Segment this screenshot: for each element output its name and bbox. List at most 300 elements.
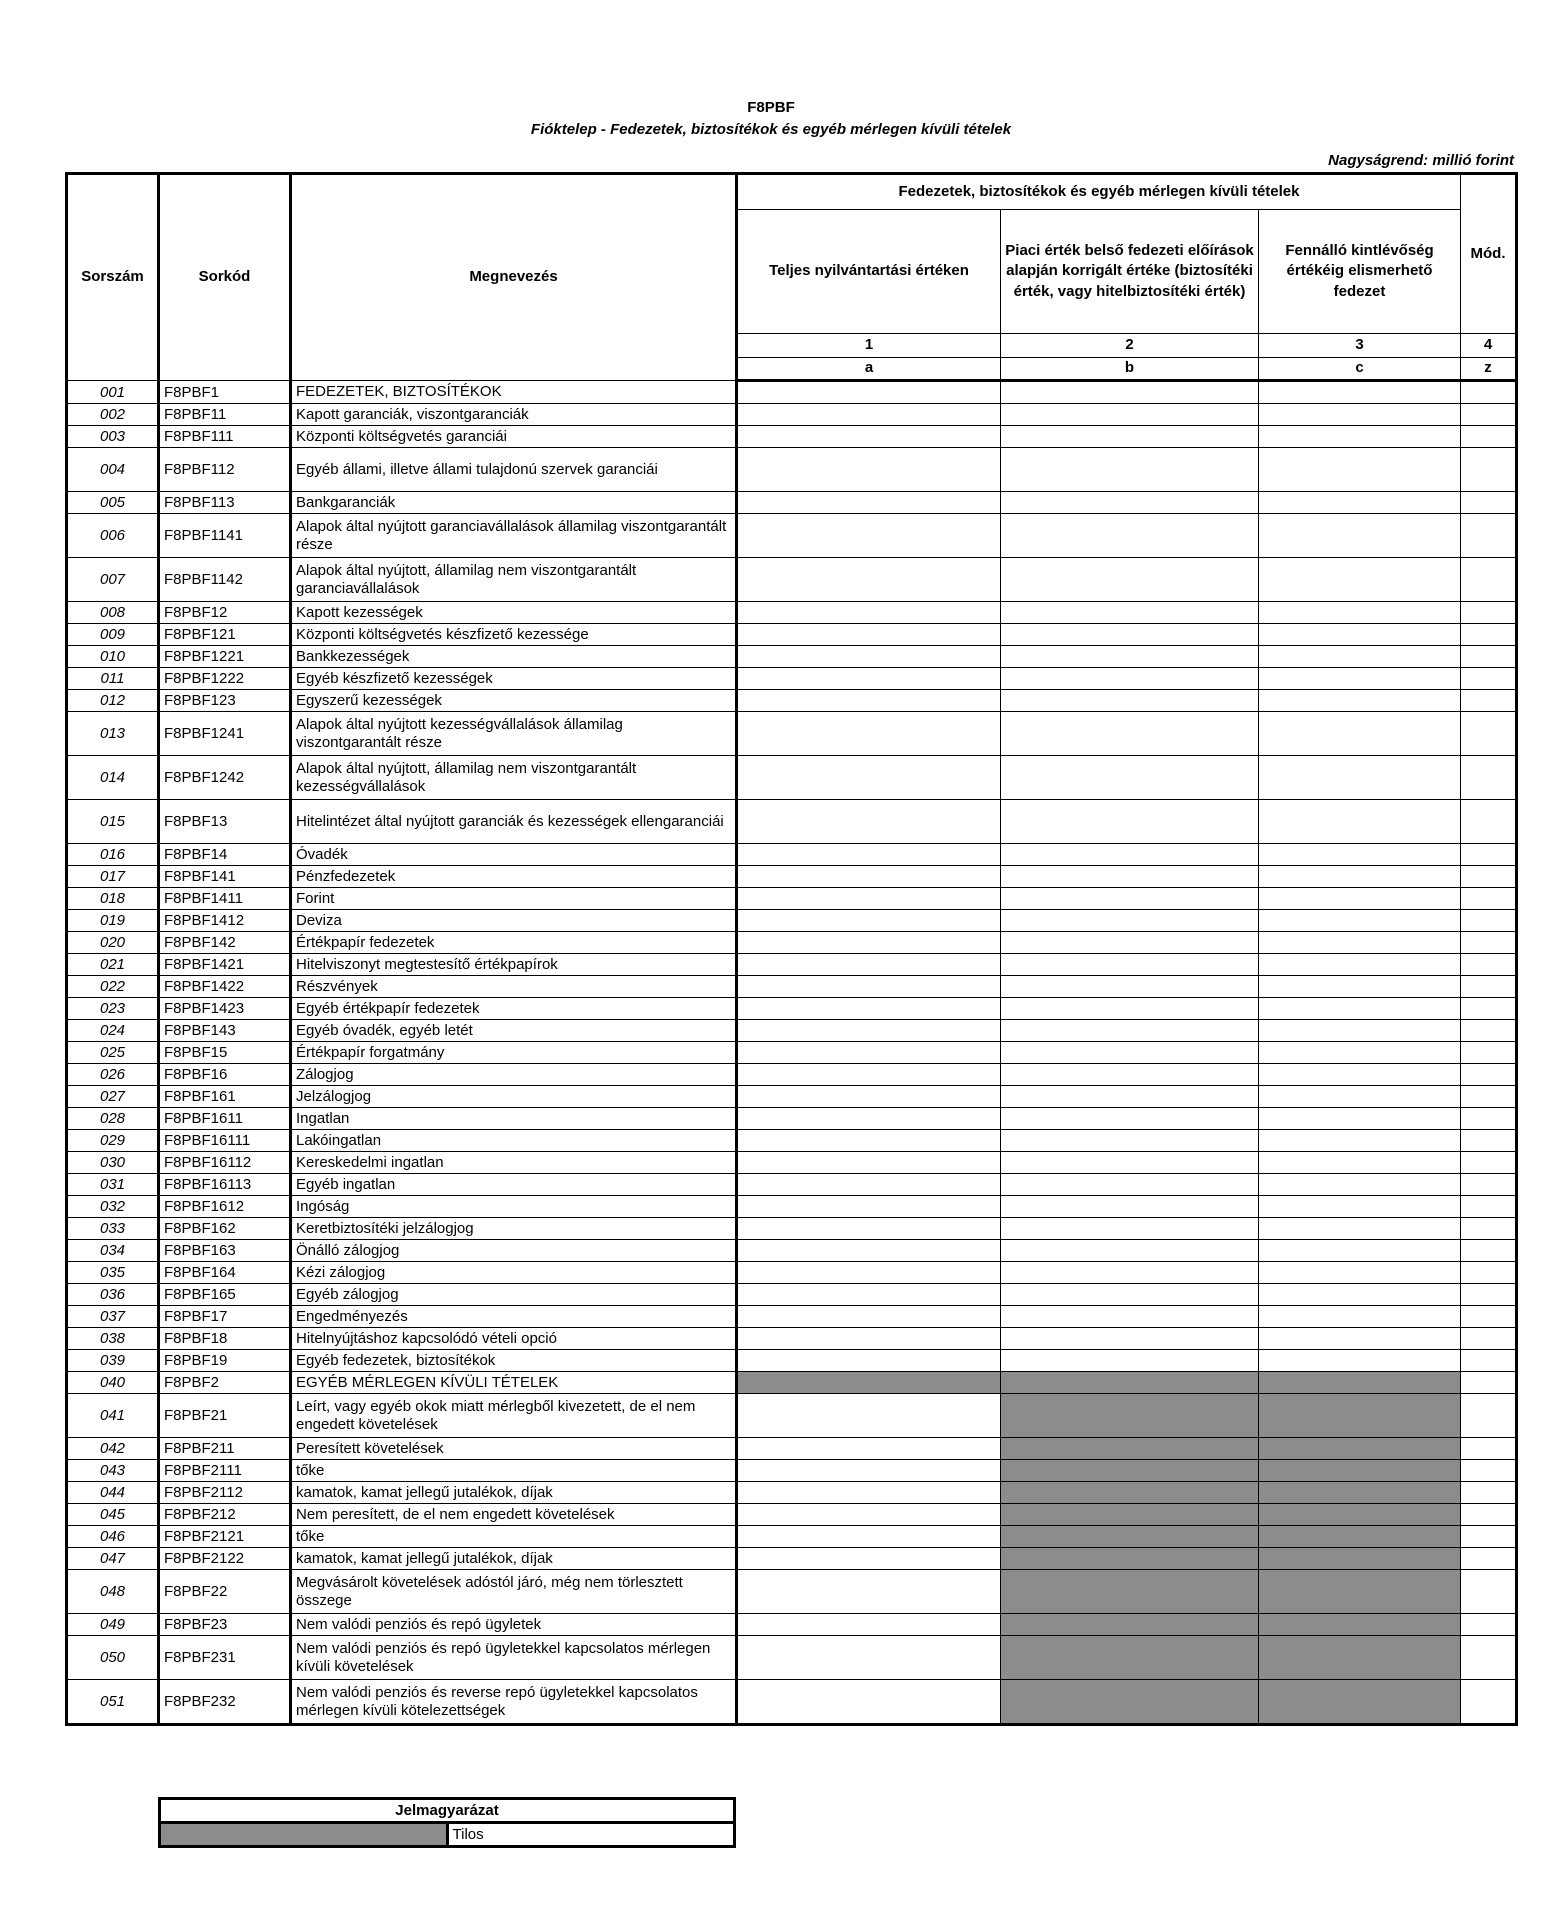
value-cell-mod[interactable] [1461, 866, 1517, 888]
value-cell-b[interactable] [1001, 381, 1259, 404]
value-cell-c[interactable] [1259, 426, 1461, 448]
row-number: 047 [67, 1548, 159, 1570]
value-cell-mod[interactable] [1461, 1240, 1517, 1262]
value-cell-mod[interactable] [1461, 1570, 1517, 1614]
value-cell-b [1001, 1394, 1259, 1438]
value-cell-a[interactable] [737, 1108, 1001, 1130]
table-row [67, 954, 1517, 976]
value-cell-b[interactable] [1001, 1108, 1259, 1130]
value-cell-c[interactable] [1259, 756, 1461, 800]
value-cell-c[interactable] [1259, 954, 1461, 976]
col-num-4: 4 [1461, 334, 1517, 358]
value-cell-mod[interactable] [1461, 910, 1517, 932]
row-name: Részvények [291, 976, 737, 998]
value-cell-a[interactable] [737, 624, 1001, 646]
value-cell-b[interactable] [1001, 1086, 1259, 1108]
value-cell-c [1259, 1372, 1461, 1394]
value-cell-c[interactable] [1259, 1218, 1461, 1240]
value-cell-a[interactable] [737, 1328, 1001, 1350]
value-cell-b[interactable] [1001, 976, 1259, 998]
row-name: Egyéb zálogjog [291, 1284, 737, 1306]
legend-title: Jelmagyarázat [160, 1799, 735, 1823]
value-cell-b [1001, 1680, 1259, 1725]
table-row [67, 756, 1517, 800]
row-code: F8PBF231 [159, 1636, 291, 1680]
row-code: F8PBF1222 [159, 668, 291, 690]
value-cell-mod[interactable] [1461, 1020, 1517, 1042]
row-name: tőke [291, 1460, 737, 1482]
value-cell-a[interactable] [737, 1152, 1001, 1174]
row-code: F8PBF1421 [159, 954, 291, 976]
row-code: F8PBF16113 [159, 1174, 291, 1196]
value-cell-a[interactable] [737, 668, 1001, 690]
row-name: Engedményezés [291, 1306, 737, 1328]
legend-gray-label: Tilos [447, 1823, 735, 1847]
value-cell-a[interactable] [737, 1570, 1001, 1614]
row-name: Egyéb állami, illetve állami tulajdonú szervek garanciái [291, 448, 737, 492]
col-header-sorkod: Sorkód [159, 174, 291, 381]
value-cell-c[interactable] [1259, 492, 1461, 514]
value-cell-a[interactable] [737, 1482, 1001, 1504]
value-cell-c[interactable] [1259, 514, 1461, 558]
col-header-3: Fennálló kintlévőség értékéig elismerhető fedezet [1259, 210, 1461, 334]
row-name: Alapok által nyújtott, államilag nem viszontgarantált garanciavállalások [291, 558, 737, 602]
value-cell-a[interactable] [737, 1020, 1001, 1042]
value-cell-a[interactable] [737, 1196, 1001, 1218]
value-cell-c [1259, 1614, 1461, 1636]
value-cell-mod[interactable] [1461, 1130, 1517, 1152]
value-cell-mod[interactable] [1461, 404, 1517, 426]
row-number: 040 [67, 1372, 159, 1394]
value-cell-a[interactable] [737, 646, 1001, 668]
value-cell-a[interactable] [737, 690, 1001, 712]
value-cell-mod[interactable] [1461, 1284, 1517, 1306]
row-number: 002 [67, 404, 159, 426]
table-row [67, 1438, 1517, 1460]
value-cell-c[interactable] [1259, 1328, 1461, 1350]
value-cell-mod[interactable] [1461, 954, 1517, 976]
row-number: 033 [67, 1218, 159, 1240]
value-cell-b [1001, 1614, 1259, 1636]
value-cell-c[interactable] [1259, 1284, 1461, 1306]
table-row [67, 426, 1517, 448]
value-cell-a[interactable] [737, 1614, 1001, 1636]
col-header-megnevezes: Megnevezés [291, 174, 737, 381]
row-name: Nem peresített, de el nem engedett követelések [291, 1504, 737, 1526]
value-cell-mod[interactable] [1461, 800, 1517, 844]
row-code: F8PBF11 [159, 404, 291, 426]
value-cell-b[interactable] [1001, 844, 1259, 866]
col-header-1: Teljes nyilvántartási értéken [737, 210, 1001, 334]
value-cell-mod[interactable] [1461, 558, 1517, 602]
row-number: 015 [67, 800, 159, 844]
table-row [67, 690, 1517, 712]
row-name: Hitelintézet által nyújtott garanciák és kezességek ellengaranciái [291, 800, 737, 844]
value-cell-b[interactable] [1001, 954, 1259, 976]
row-name: Kapott kezességek [291, 602, 737, 624]
value-cell-a[interactable] [737, 954, 1001, 976]
table-row [67, 1636, 1517, 1680]
value-cell-c[interactable] [1259, 998, 1461, 1020]
row-number: 042 [67, 1438, 159, 1460]
value-cell-c[interactable] [1259, 932, 1461, 954]
value-cell-mod[interactable] [1461, 1152, 1517, 1174]
value-cell-a[interactable] [737, 712, 1001, 756]
value-cell-b[interactable] [1001, 1218, 1259, 1240]
value-cell-b[interactable] [1001, 1306, 1259, 1328]
value-cell-b[interactable] [1001, 1350, 1259, 1372]
value-cell-b[interactable] [1001, 998, 1259, 1020]
table-row [67, 448, 1517, 492]
row-number: 012 [67, 690, 159, 712]
value-cell-a[interactable] [737, 1174, 1001, 1196]
value-cell-c[interactable] [1259, 1240, 1461, 1262]
value-cell-c [1259, 1504, 1461, 1526]
value-cell-a[interactable] [737, 1130, 1001, 1152]
row-number: 027 [67, 1086, 159, 1108]
row-number: 044 [67, 1482, 159, 1504]
table-row [67, 624, 1517, 646]
table-row [67, 712, 1517, 756]
value-cell-c[interactable] [1259, 624, 1461, 646]
value-cell-a[interactable] [737, 756, 1001, 800]
value-cell-a[interactable] [737, 1086, 1001, 1108]
value-cell-b[interactable] [1001, 558, 1259, 602]
value-cell-b[interactable] [1001, 668, 1259, 690]
value-cell-c[interactable] [1259, 602, 1461, 624]
col-num-2: 2 [1001, 334, 1259, 358]
row-code: F8PBF2111 [159, 1460, 291, 1482]
value-cell-a[interactable] [737, 1042, 1001, 1064]
value-cell-a[interactable] [737, 1680, 1001, 1725]
row-number: 021 [67, 954, 159, 976]
value-cell-b[interactable] [1001, 514, 1259, 558]
value-cell-b[interactable] [1001, 1064, 1259, 1086]
value-cell-b[interactable] [1001, 1328, 1259, 1350]
legend-gray-swatch [160, 1823, 448, 1847]
row-code: F8PBF2112 [159, 1482, 291, 1504]
value-cell-mod[interactable] [1461, 1394, 1517, 1438]
value-cell-b[interactable] [1001, 910, 1259, 932]
value-cell-a[interactable] [737, 448, 1001, 492]
table-row [67, 1680, 1517, 1725]
value-cell-a[interactable] [737, 800, 1001, 844]
table-row [67, 910, 1517, 932]
row-number: 016 [67, 844, 159, 866]
table-row [67, 404, 1517, 426]
value-cell-a[interactable] [737, 1306, 1001, 1328]
value-cell-c[interactable] [1259, 404, 1461, 426]
value-cell-c[interactable] [1259, 1306, 1461, 1328]
value-cell-mod[interactable] [1461, 844, 1517, 866]
row-name: Zálogjog [291, 1064, 737, 1086]
value-cell-mod[interactable] [1461, 602, 1517, 624]
value-cell-mod[interactable] [1461, 492, 1517, 514]
value-cell-c [1259, 1438, 1461, 1460]
row-name: Kézi zálogjog [291, 1262, 737, 1284]
value-cell-c[interactable] [1259, 1086, 1461, 1108]
value-cell-b[interactable] [1001, 646, 1259, 668]
value-cell-mod[interactable] [1461, 1636, 1517, 1680]
row-name: Lakóingatlan [291, 1130, 737, 1152]
row-number: 046 [67, 1526, 159, 1548]
table-row [67, 888, 1517, 910]
value-cell-mod[interactable] [1461, 1328, 1517, 1350]
value-cell-mod[interactable] [1461, 448, 1517, 492]
value-cell-c[interactable] [1259, 976, 1461, 998]
value-cell-b[interactable] [1001, 1152, 1259, 1174]
row-code: F8PBF13 [159, 800, 291, 844]
value-cell-a[interactable] [737, 1262, 1001, 1284]
legend-table [158, 1797, 736, 1848]
table-row [67, 1394, 1517, 1438]
value-cell-mod[interactable] [1461, 1504, 1517, 1526]
value-cell-c[interactable] [1259, 1196, 1461, 1218]
row-name: Egyéb értékpapír fedezetek [291, 998, 737, 1020]
row-code: F8PBF18 [159, 1328, 291, 1350]
row-code: F8PBF232 [159, 1680, 291, 1725]
table-row [67, 1218, 1517, 1240]
value-cell-mod[interactable] [1461, 1064, 1517, 1086]
value-cell-c[interactable] [1259, 844, 1461, 866]
value-cell-a[interactable] [737, 381, 1001, 404]
value-cell-mod[interactable] [1461, 1680, 1517, 1725]
row-code: F8PBF121 [159, 624, 291, 646]
value-cell-mod[interactable] [1461, 1108, 1517, 1130]
value-cell-a[interactable] [737, 932, 1001, 954]
table-row [67, 1482, 1517, 1504]
value-cell-mod[interactable] [1461, 1460, 1517, 1482]
value-cell-mod[interactable] [1461, 1614, 1517, 1636]
value-cell-a[interactable] [737, 1218, 1001, 1240]
col-num-3: 3 [1259, 334, 1461, 358]
row-number: 039 [67, 1350, 159, 1372]
value-cell-c[interactable] [1259, 712, 1461, 756]
value-cell-c[interactable] [1259, 690, 1461, 712]
row-number: 051 [67, 1680, 159, 1725]
value-cell-mod[interactable] [1461, 426, 1517, 448]
value-cell-c[interactable] [1259, 1130, 1461, 1152]
value-cell-c [1259, 1394, 1461, 1438]
value-cell-mod[interactable] [1461, 932, 1517, 954]
value-cell-a[interactable] [737, 492, 1001, 514]
row-name: Ingóság [291, 1196, 737, 1218]
value-cell-a[interactable] [737, 976, 1001, 998]
value-cell-c[interactable] [1259, 866, 1461, 888]
value-cell-mod[interactable] [1461, 690, 1517, 712]
value-cell-a[interactable] [737, 1438, 1001, 1460]
value-cell-a [737, 1372, 1001, 1394]
value-cell-mod[interactable] [1461, 756, 1517, 800]
value-cell-a[interactable] [737, 514, 1001, 558]
value-cell-mod[interactable] [1461, 1526, 1517, 1548]
table-row [67, 1570, 1517, 1614]
value-cell-a[interactable] [737, 1460, 1001, 1482]
value-cell-c[interactable] [1259, 1042, 1461, 1064]
value-cell-mod[interactable] [1461, 1482, 1517, 1504]
row-code: F8PBF19 [159, 1350, 291, 1372]
value-cell-a[interactable] [737, 1284, 1001, 1306]
value-cell-b[interactable] [1001, 888, 1259, 910]
row-number: 017 [67, 866, 159, 888]
value-cell-a[interactable] [737, 1394, 1001, 1438]
value-cell-c [1259, 1482, 1461, 1504]
value-cell-mod[interactable] [1461, 1548, 1517, 1570]
value-cell-mod[interactable] [1461, 888, 1517, 910]
row-number: 045 [67, 1504, 159, 1526]
value-cell-c[interactable] [1259, 448, 1461, 492]
value-cell-mod[interactable] [1461, 998, 1517, 1020]
value-cell-a[interactable] [737, 910, 1001, 932]
value-cell-b[interactable] [1001, 1196, 1259, 1218]
table-row [67, 381, 1517, 404]
row-name: Hitelviszonyt megtestesítő értékpapírok [291, 954, 737, 976]
value-cell-b[interactable] [1001, 1020, 1259, 1042]
value-cell-c[interactable] [1259, 1262, 1461, 1284]
row-name: Megvásárolt követelések adóstól járó, még nem törlesztett összege [291, 1570, 737, 1614]
row-code: F8PBF22 [159, 1570, 291, 1614]
value-cell-mod[interactable] [1461, 712, 1517, 756]
value-cell-a[interactable] [737, 1240, 1001, 1262]
value-cell-a[interactable] [737, 602, 1001, 624]
row-name: Nem valódi penziós és repó ügyletek [291, 1614, 737, 1636]
value-cell-mod[interactable] [1461, 1196, 1517, 1218]
row-code: F8PBF163 [159, 1240, 291, 1262]
value-cell-b[interactable] [1001, 712, 1259, 756]
row-name: kamatok, kamat jellegű jutalékok, díjak [291, 1548, 737, 1570]
row-code: F8PBF162 [159, 1218, 291, 1240]
value-cell-mod[interactable] [1461, 1372, 1517, 1394]
value-cell-b[interactable] [1001, 800, 1259, 844]
row-code: F8PBF1612 [159, 1196, 291, 1218]
value-cell-c[interactable] [1259, 800, 1461, 844]
table-row [67, 1350, 1517, 1372]
value-cell-a[interactable] [737, 558, 1001, 602]
row-name: Alapok által nyújtott garanciavállalások államilag viszontgarantált része [291, 514, 737, 558]
value-cell-mod[interactable] [1461, 1438, 1517, 1460]
value-cell-c[interactable] [1259, 910, 1461, 932]
value-cell-b[interactable] [1001, 690, 1259, 712]
row-code: F8PBF1423 [159, 998, 291, 1020]
row-name: Értékpapír fedezetek [291, 932, 737, 954]
value-cell-mod[interactable] [1461, 646, 1517, 668]
value-cell-b[interactable] [1001, 1174, 1259, 1196]
row-name: Forint [291, 888, 737, 910]
value-cell-c[interactable] [1259, 1108, 1461, 1130]
value-cell-c[interactable] [1259, 1174, 1461, 1196]
row-number: 020 [67, 932, 159, 954]
value-cell-b[interactable] [1001, 1240, 1259, 1262]
unit-label: Nagyságrend: millió forint [1328, 152, 1514, 169]
col-letter-a: a [737, 358, 1001, 381]
row-number: 013 [67, 712, 159, 756]
value-cell-mod[interactable] [1461, 624, 1517, 646]
row-code: F8PBF1241 [159, 712, 291, 756]
value-cell-c[interactable] [1259, 381, 1461, 404]
value-cell-a[interactable] [737, 888, 1001, 910]
value-cell-a[interactable] [737, 404, 1001, 426]
value-cell-mod[interactable] [1461, 1350, 1517, 1372]
value-cell-mod[interactable] [1461, 668, 1517, 690]
row-number: 019 [67, 910, 159, 932]
row-code: F8PBF23 [159, 1614, 291, 1636]
row-number: 010 [67, 646, 159, 668]
value-cell-b[interactable] [1001, 426, 1259, 448]
value-cell-mod[interactable] [1461, 514, 1517, 558]
table-row [67, 1020, 1517, 1042]
value-cell-a[interactable] [737, 844, 1001, 866]
value-cell-b[interactable] [1001, 1262, 1259, 1284]
value-cell-a[interactable] [737, 1350, 1001, 1372]
value-cell-c[interactable] [1259, 1064, 1461, 1086]
value-cell-mod[interactable] [1461, 1262, 1517, 1284]
value-cell-a[interactable] [737, 1526, 1001, 1548]
row-code: F8PBF16112 [159, 1152, 291, 1174]
value-cell-c[interactable] [1259, 646, 1461, 668]
value-cell-b[interactable] [1001, 448, 1259, 492]
value-cell-b[interactable] [1001, 1042, 1259, 1064]
value-cell-mod[interactable] [1461, 1218, 1517, 1240]
row-code: F8PBF1142 [159, 558, 291, 602]
value-cell-b[interactable] [1001, 756, 1259, 800]
value-cell-mod[interactable] [1461, 1086, 1517, 1108]
row-name: Bankgaranciák [291, 492, 737, 514]
value-cell-b[interactable] [1001, 1284, 1259, 1306]
value-cell-b[interactable] [1001, 1130, 1259, 1152]
row-number: 032 [67, 1196, 159, 1218]
value-cell-mod[interactable] [1461, 976, 1517, 998]
value-cell-a[interactable] [737, 1064, 1001, 1086]
row-name: Egyéb fedezetek, biztosítékok [291, 1350, 737, 1372]
value-cell-a[interactable] [737, 1548, 1001, 1570]
col-letter-z: z [1461, 358, 1517, 381]
value-cell-b[interactable] [1001, 932, 1259, 954]
row-number: 043 [67, 1460, 159, 1482]
value-cell-c[interactable] [1259, 668, 1461, 690]
value-cell-c[interactable] [1259, 888, 1461, 910]
value-cell-c[interactable] [1259, 558, 1461, 602]
row-number: 038 [67, 1328, 159, 1350]
value-cell-a[interactable] [737, 1504, 1001, 1526]
row-code: F8PBF164 [159, 1262, 291, 1284]
row-name: Pénzfedezetek [291, 866, 737, 888]
value-cell-mod[interactable] [1461, 1174, 1517, 1196]
value-cell-b[interactable] [1001, 866, 1259, 888]
row-number: 008 [67, 602, 159, 624]
value-cell-c[interactable] [1259, 1350, 1461, 1372]
value-cell-mod[interactable] [1461, 381, 1517, 404]
table-row [67, 1196, 1517, 1218]
row-code: F8PBF1141 [159, 514, 291, 558]
form-title: Fióktelep - Fedezetek, biztosítékok és egyéb mérlegen kívüli tételek [530, 121, 1012, 138]
value-cell-b[interactable] [1001, 624, 1259, 646]
value-cell-a[interactable] [737, 866, 1001, 888]
table-row [67, 976, 1517, 998]
row-name: Bankkezességek [291, 646, 737, 668]
value-cell-a[interactable] [737, 426, 1001, 448]
value-cell-c[interactable] [1259, 1020, 1461, 1042]
value-cell-mod[interactable] [1461, 1042, 1517, 1064]
value-cell-a[interactable] [737, 1636, 1001, 1680]
row-code: F8PBF2121 [159, 1526, 291, 1548]
value-cell-b[interactable] [1001, 602, 1259, 624]
value-cell-a[interactable] [737, 998, 1001, 1020]
table-row [67, 1548, 1517, 1570]
value-cell-b[interactable] [1001, 492, 1259, 514]
value-cell-mod[interactable] [1461, 1306, 1517, 1328]
value-cell-c[interactable] [1259, 1152, 1461, 1174]
value-cell-b[interactable] [1001, 404, 1259, 426]
